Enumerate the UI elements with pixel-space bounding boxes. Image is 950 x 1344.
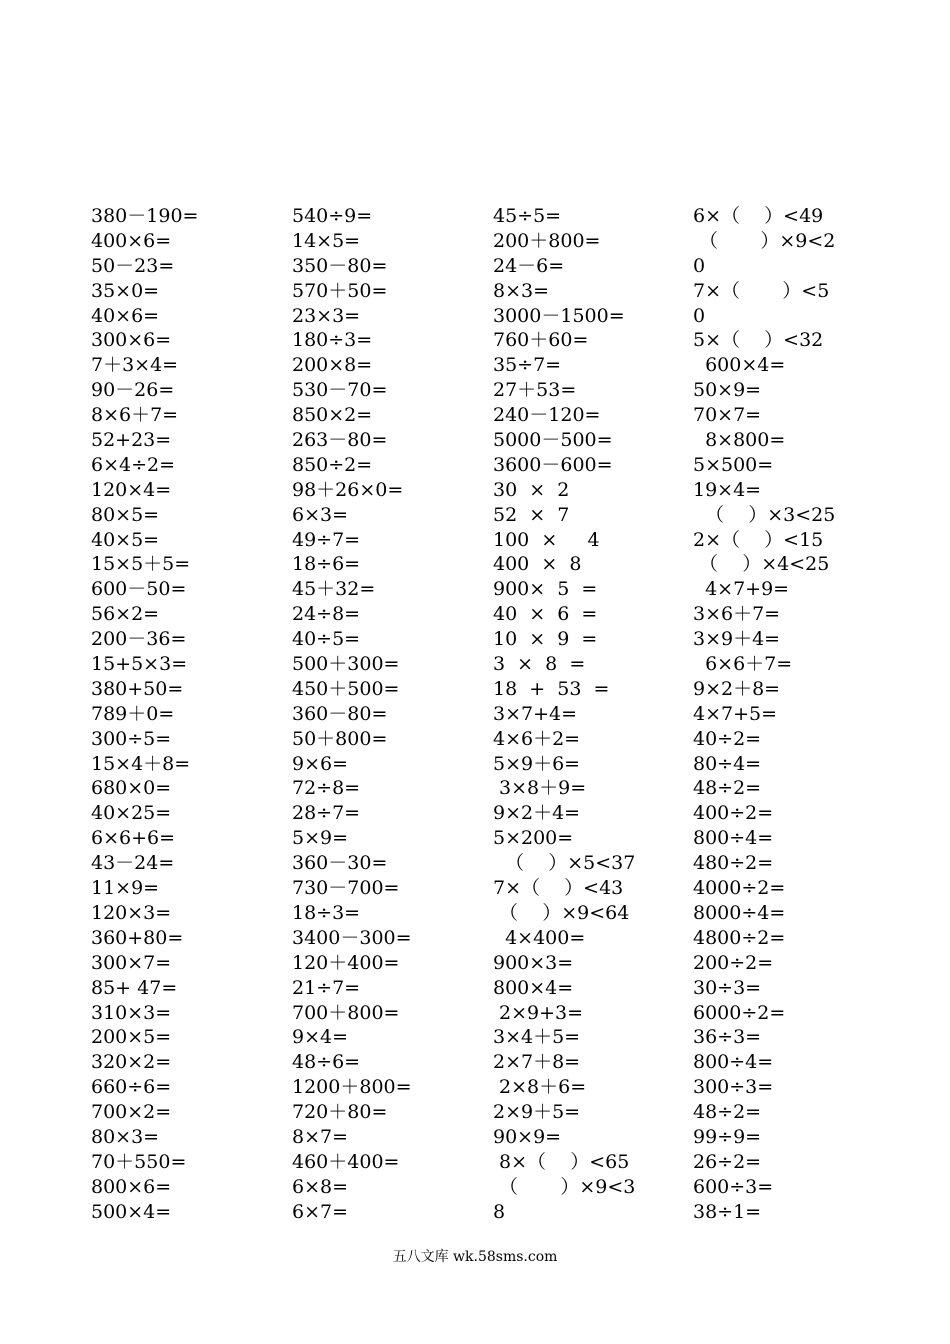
math-problem: 90×9= — [493, 1125, 562, 1148]
math-problem: 4×7+5= — [693, 702, 778, 725]
math-problem: 500＋300= — [292, 653, 400, 676]
math-problem: 800÷4= — [693, 1051, 774, 1074]
math-problem: 8×3= — [493, 279, 550, 302]
math-problem: 52+23= — [91, 429, 172, 452]
math-problem: 360+80= — [91, 926, 184, 949]
math-problem: 600×4= — [693, 354, 786, 377]
math-problem: 700＋800= — [292, 1001, 400, 1024]
math-problem: 80×3= — [91, 1125, 160, 1148]
math-problem: 8000÷4= — [693, 901, 786, 924]
math-problem: 70×7= — [693, 404, 762, 427]
math-problem: 0 — [693, 254, 706, 277]
math-problem: 3×4＋5= — [493, 1026, 581, 1049]
math-problem: 680×0= — [91, 777, 172, 800]
math-problem: 56×2= — [91, 603, 160, 626]
math-problem: 15×4＋8= — [91, 752, 191, 775]
math-problem: 850÷2= — [292, 453, 373, 476]
math-problem: 800÷4= — [693, 827, 774, 850]
math-problem: 23×3= — [292, 304, 361, 327]
math-problem: 460＋400= — [292, 1150, 400, 1173]
math-problem: 300×6= — [91, 329, 172, 352]
math-problem: 50×9= — [693, 379, 762, 402]
math-problem: 18÷6= — [292, 553, 361, 576]
math-problem: 1200＋800= — [292, 1076, 412, 1099]
math-problem: 19×4= — [693, 478, 762, 501]
math-problem: 480÷2= — [693, 852, 774, 875]
math-problem: 263－80= — [292, 429, 388, 452]
math-problem: 99÷9= — [693, 1125, 762, 1148]
math-problem: 50－23= — [91, 254, 175, 277]
math-problem: 4×7+9= — [693, 578, 790, 601]
math-problem: 200÷2= — [693, 951, 774, 974]
math-problem: 380－190= — [91, 205, 199, 227]
math-problem: 660÷6= — [91, 1076, 172, 1099]
math-problem: 800×4= — [493, 976, 574, 999]
math-problem: 40×6= — [91, 304, 160, 327]
math-problem: 5×200= — [493, 827, 574, 850]
math-problem: 400÷2= — [693, 802, 774, 825]
math-problem: 789＋0= — [91, 702, 175, 725]
math-problem: 43－24= — [91, 852, 175, 875]
math-problem: 72÷8= — [292, 777, 361, 800]
math-problem: 28÷7= — [292, 802, 361, 825]
math-problem: （ ）×9<3 — [493, 1175, 636, 1198]
math-problem: 9×6= — [292, 752, 349, 775]
math-problem: 2×9+3= — [493, 1001, 584, 1024]
math-problem: 40×25= — [91, 802, 172, 825]
math-problem: 360－30= — [292, 852, 388, 875]
math-problem: 49÷7= — [292, 528, 361, 551]
math-problem: （ ）×9<2 — [693, 229, 836, 252]
math-problem: （ ）×5<37 — [493, 852, 636, 875]
math-problem: 570＋50= — [292, 279, 388, 302]
math-problem: 15×5＋5= — [91, 553, 191, 576]
math-problem: （ ）×3<25 — [693, 503, 836, 526]
math-problem: 30 × 2 — [493, 478, 570, 501]
math-problem: 50＋800= — [292, 727, 388, 750]
math-problem: 4800÷2= — [693, 926, 786, 949]
column-4 — [693, 204, 853, 1225]
math-problem: 24÷8= — [292, 603, 361, 626]
math-problem: 21÷7= — [292, 976, 361, 999]
math-problem: 120×3= — [91, 901, 172, 924]
math-problem: 200＋800= — [493, 229, 601, 252]
math-problem: 4000÷2= — [693, 877, 786, 900]
math-problem: 400 × 8 — [493, 553, 582, 576]
math-problem: 90－26= — [91, 379, 175, 402]
math-problem: 3×8＋9= — [493, 777, 587, 800]
math-problem: 6×8= — [292, 1175, 349, 1198]
math-problem: 85+ 47= — [91, 976, 178, 999]
math-problem: 70＋550= — [91, 1150, 187, 1173]
math-problem: 720＋80= — [292, 1101, 388, 1124]
math-problem: 6×6＋7= — [693, 653, 793, 676]
math-problem: 5×9= — [292, 827, 349, 850]
math-problem: 24－6= — [493, 254, 565, 277]
math-problem: 200－36= — [91, 628, 187, 651]
math-problem: 540÷9= — [292, 205, 373, 227]
math-problem: 8×800= — [693, 429, 786, 452]
math-problem: 35×0= — [91, 279, 160, 302]
math-problem: 2×7＋8= — [493, 1051, 581, 1074]
math-problem: 400×6= — [91, 229, 172, 252]
math-problem: 900× 5 = — [493, 578, 598, 601]
math-problem: 40 × 6 = — [493, 603, 598, 626]
math-problem: 36÷3= — [693, 1026, 762, 1049]
math-problem: 760＋60= — [493, 329, 589, 352]
math-problem: 730－700= — [292, 877, 400, 900]
math-problem: 18÷3= — [292, 901, 361, 924]
math-problem: 700×2= — [91, 1101, 172, 1124]
math-problem: 40÷2= — [693, 727, 762, 750]
math-problem: 2×（ ）<15 — [693, 528, 824, 551]
math-problem: 18 + 53 = — [493, 677, 610, 700]
math-problem: 40÷5= — [292, 628, 361, 651]
math-problem: 3000－1500= — [493, 304, 625, 327]
math-problem: 3×9＋4= — [693, 628, 781, 651]
math-problem: 300÷5= — [91, 727, 172, 750]
math-problem: 4×400= — [493, 926, 586, 949]
math-problem: 8×7= — [292, 1125, 349, 1148]
math-problem: 120＋400= — [292, 951, 400, 974]
math-problem: 30÷3= — [693, 976, 762, 999]
math-problem: 9×2＋8= — [693, 677, 781, 700]
math-problem: 8×（ ）<65 — [493, 1150, 630, 1173]
math-problem: 3600－600= — [493, 453, 613, 476]
math-problem: 52 × 7 — [493, 503, 570, 526]
footer-watermark: 五八文库 wk.58sms.com — [392, 1249, 558, 1265]
math-problem: 8×6＋7= — [91, 404, 179, 427]
math-problem: 38÷1= — [693, 1200, 762, 1223]
math-problem: 5000－500= — [493, 429, 613, 452]
math-problem: 45＋32= — [292, 578, 376, 601]
math-problem: （ ）×4<25 — [693, 553, 830, 576]
math-problem: 240－120= — [493, 404, 601, 427]
math-problem: 900×3= — [493, 951, 574, 974]
math-problem: 600÷3= — [693, 1175, 774, 1198]
math-problem: 48÷6= — [292, 1051, 361, 1074]
math-problem: 6000÷2= — [693, 1001, 786, 1024]
math-problem: 310×3= — [91, 1001, 172, 1024]
math-problem: 4×6＋2= — [493, 727, 581, 750]
math-problem: 0 — [693, 304, 706, 327]
math-problem: 98＋26×0= — [292, 478, 404, 501]
math-problem: 7×（ ）<5 — [693, 279, 830, 302]
math-problem: 9×2＋4= — [493, 802, 581, 825]
math-problem: 48÷2= — [693, 777, 762, 800]
math-problem: （ ）×9<64 — [493, 901, 630, 924]
math-problem: 3×7+4= — [493, 702, 578, 725]
math-problem: 380+50= — [91, 677, 184, 700]
math-problem: 6×6+6= — [91, 827, 176, 850]
math-problem: 7＋3×4= — [91, 354, 179, 377]
math-problem: 450＋500= — [292, 677, 400, 700]
math-problem: 6×3= — [292, 503, 349, 526]
math-problem: 600－50= — [91, 578, 187, 601]
math-problem: 5×500= — [693, 453, 774, 476]
math-problem: 120×4= — [91, 478, 172, 501]
math-problem: 300×7= — [91, 951, 172, 974]
math-problem: 35÷7= — [493, 354, 562, 377]
math-problem: 48÷2= — [693, 1101, 762, 1124]
math-problem: 320×2= — [91, 1051, 172, 1074]
math-problem: 9×4= — [292, 1026, 349, 1049]
math-problem: 200×5= — [91, 1026, 172, 1049]
math-problem: 26÷2= — [693, 1150, 762, 1173]
math-problem: 6×（ ）<49 — [693, 205, 824, 227]
math-problem: 80×5= — [91, 503, 160, 526]
math-problem: 350－80= — [292, 254, 388, 277]
math-problem: 45÷5= — [493, 205, 562, 227]
math-problem: 100 × 4 — [493, 528, 600, 551]
math-problem: 14×5= — [292, 229, 361, 252]
math-problem: 6×7= — [292, 1200, 349, 1223]
math-problem: 2×8＋6= — [493, 1076, 587, 1099]
math-problem: 3 × 8 = — [493, 653, 586, 676]
math-problem: 300÷3= — [693, 1076, 774, 1099]
math-problem: 800×6= — [91, 1175, 172, 1198]
math-problem: 180÷3= — [292, 329, 373, 352]
math-problem: 6×4÷2= — [91, 453, 176, 476]
math-problem: 11×9= — [91, 877, 160, 900]
math-problem: 40×5= — [91, 528, 160, 551]
math-problem: 7×（ ）<43 — [493, 877, 624, 900]
column-3 — [493, 204, 683, 1225]
math-problem: 80÷4= — [693, 752, 762, 775]
math-problem: 5×9＋6= — [493, 752, 581, 775]
math-problem: 360－80= — [292, 702, 388, 725]
math-problem: 200×8= — [292, 354, 373, 377]
math-problem: 8 — [493, 1200, 506, 1223]
math-problem: 3×6＋7= — [693, 603, 781, 626]
math-problem: 500×4= — [91, 1200, 172, 1223]
math-problem: 27＋53= — [493, 379, 577, 402]
math-problem: 3400－300= — [292, 926, 412, 949]
column-1 — [91, 204, 281, 1225]
math-problem: 10 × 9 = — [493, 628, 598, 651]
math-problem: 530－70= — [292, 379, 388, 402]
math-problem: 15+5×3= — [91, 653, 188, 676]
column-2 — [292, 204, 482, 1225]
math-problem: 5×（ ）<32 — [693, 329, 824, 352]
math-problem: 2×9＋5= — [493, 1101, 581, 1124]
math-problem: 850×2= — [292, 404, 373, 427]
